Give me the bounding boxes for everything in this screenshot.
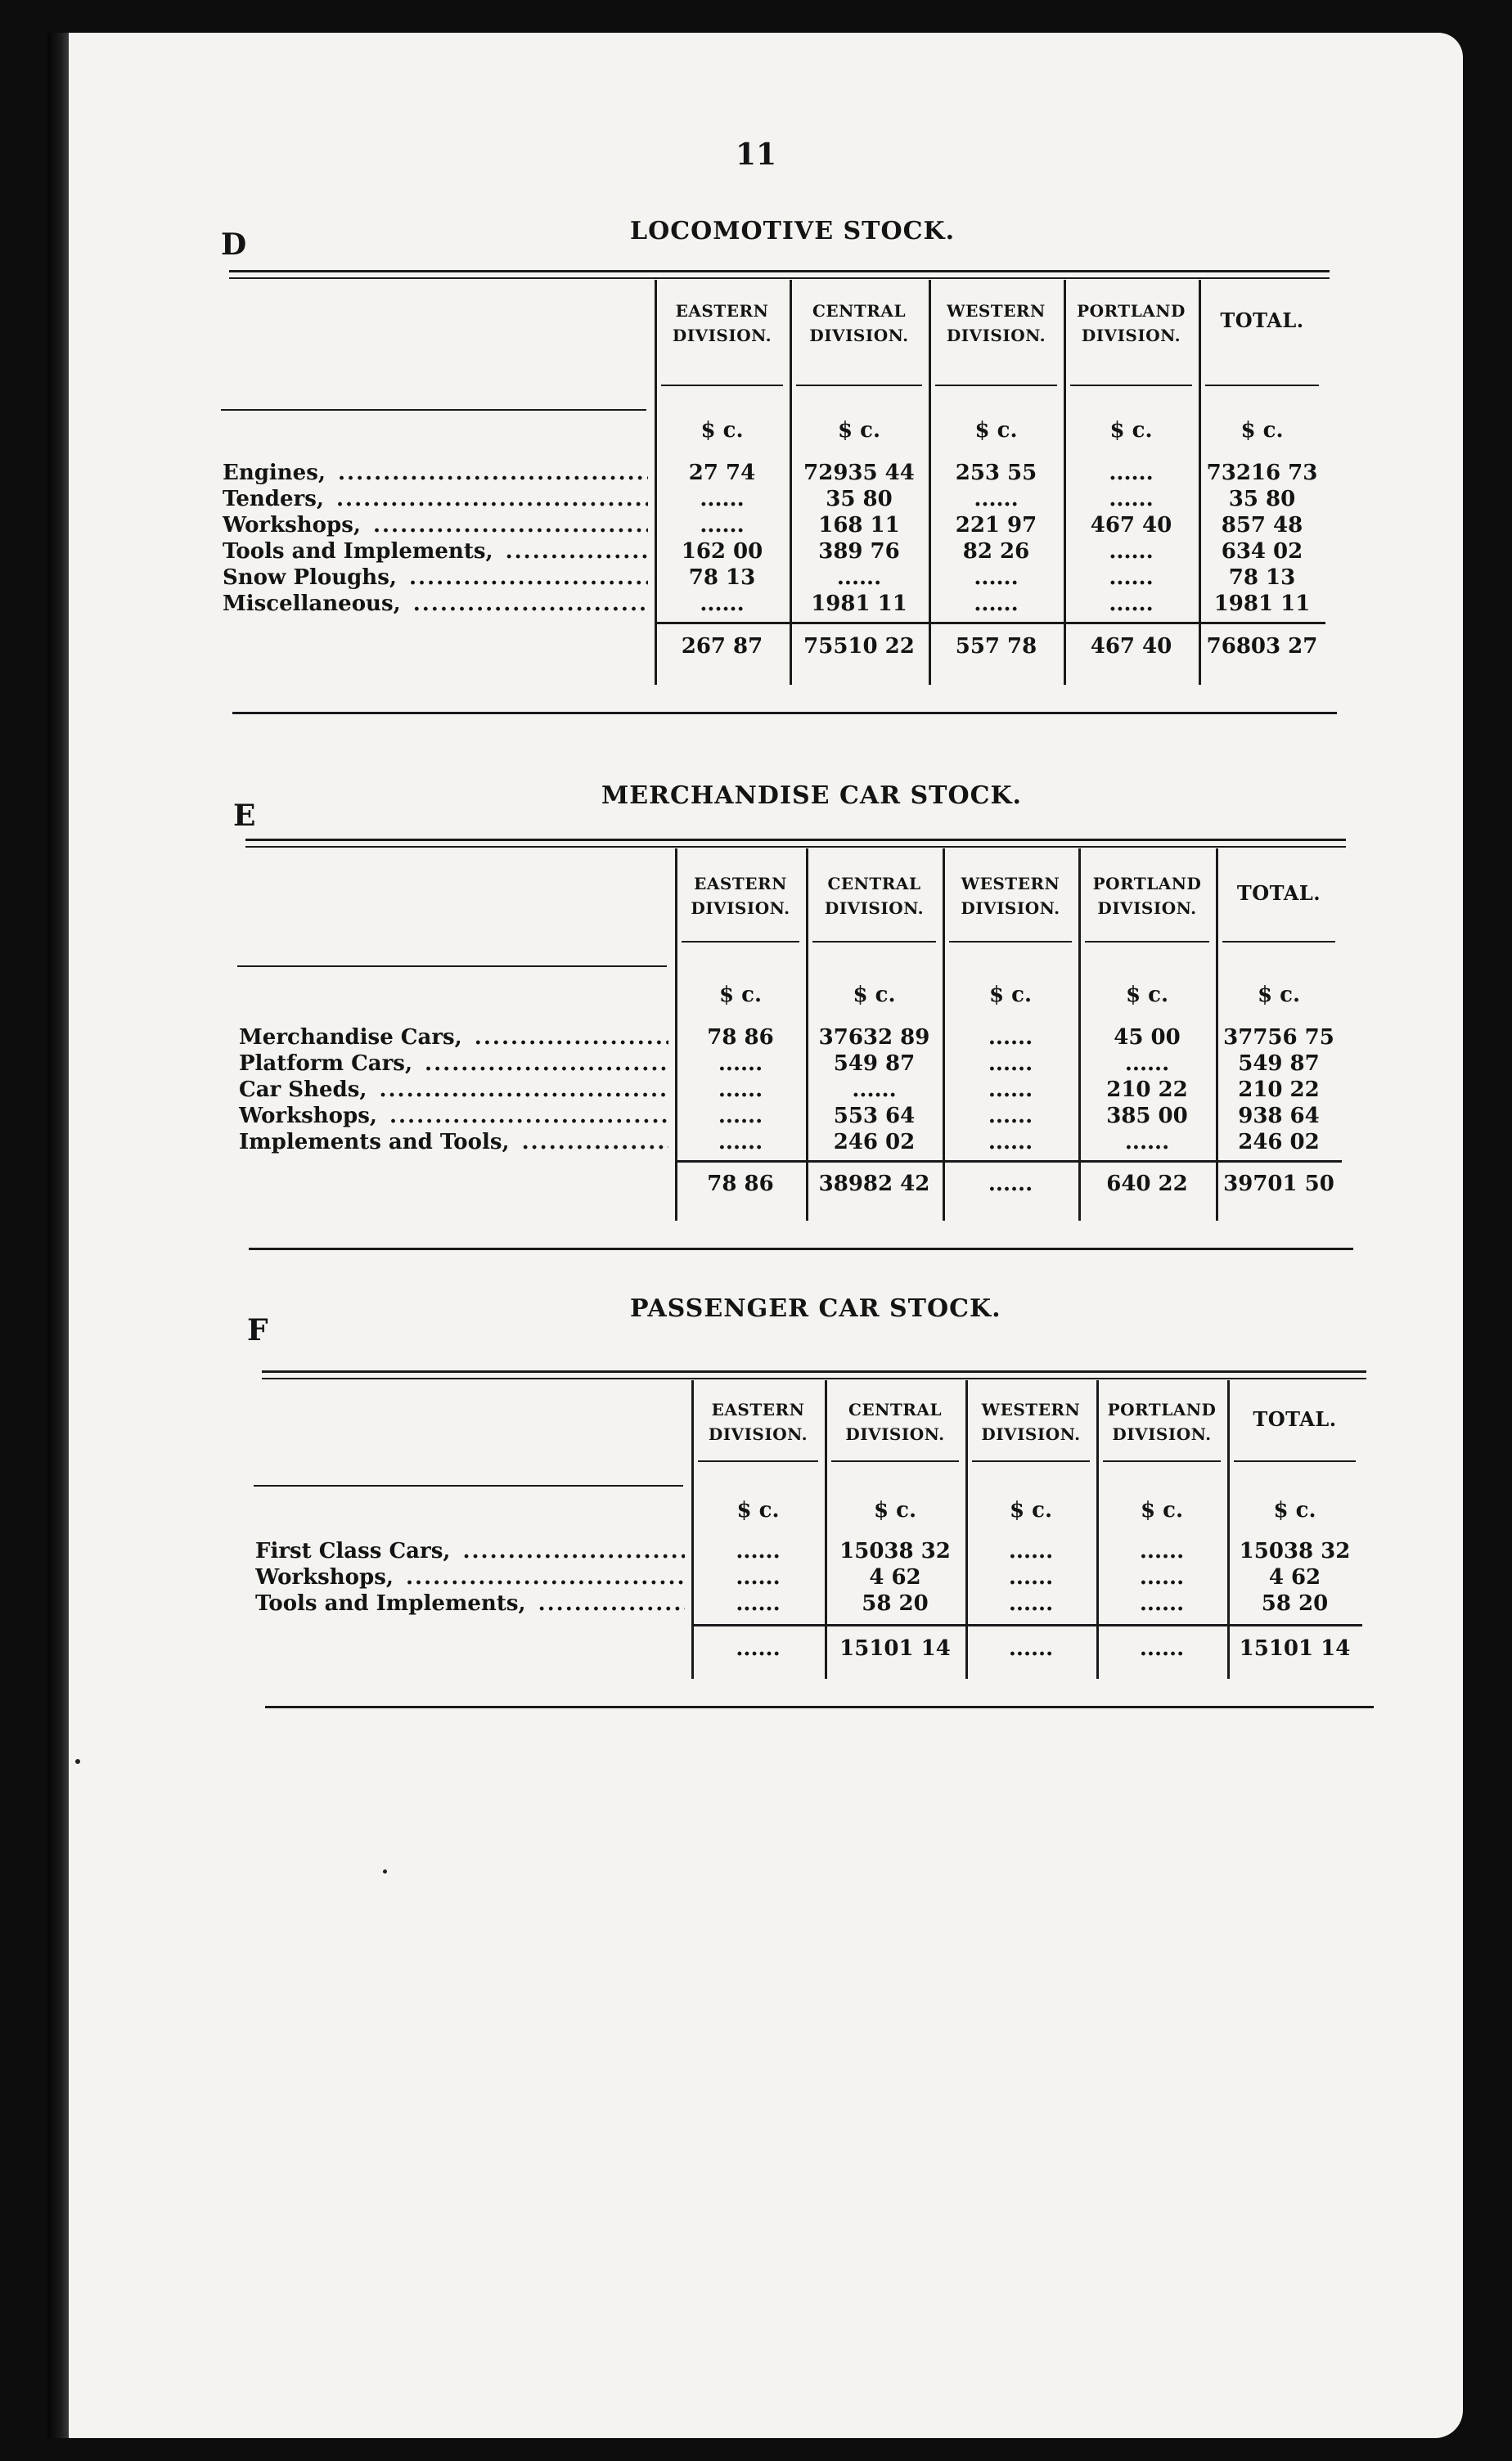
total-cell: ......: [1008, 1636, 1054, 1661]
table-top-rule-2: [245, 846, 1346, 848]
column-header: WESTERN DIVISION.: [981, 1400, 1081, 1444]
table-cell: 73216 73: [1206, 461, 1318, 485]
value-column: [655, 417, 790, 617]
total-cell: 76803 27: [1206, 634, 1318, 659]
table-top-rule: [245, 839, 1346, 841]
section-letter: D: [221, 227, 247, 262]
section-letter: E: [233, 799, 256, 833]
section-letter: F: [247, 1313, 268, 1347]
table-cell: 35 80: [826, 487, 893, 511]
total-cell: 15101 14: [1239, 1636, 1351, 1661]
table-cell: 938 64: [1238, 1104, 1320, 1128]
table-cell: ......: [1139, 1591, 1185, 1616]
table-cell: 4 62: [869, 1565, 921, 1590]
table-cell: 78 86: [707, 1025, 774, 1050]
column-header-rule: [1205, 385, 1319, 386]
row-label: Platform Cars, .....: [239, 1051, 668, 1077]
table-cell: 37756 75: [1223, 1025, 1334, 1050]
table-cell: 35 80: [1228, 487, 1296, 511]
table-cell: ......: [1109, 487, 1154, 511]
table-cell: ......: [1008, 1539, 1054, 1563]
column-header-rule: [682, 941, 799, 943]
page-number: 11: [735, 137, 777, 172]
value-column: [943, 982, 1078, 1155]
table-cell: 78 13: [1228, 565, 1296, 590]
table-top-rule-2: [229, 277, 1330, 279]
row-label: Tools and Implements, .....: [255, 1590, 685, 1617]
column-header: CENTRAL DIVISION.: [809, 301, 909, 345]
table-cell: ......: [1109, 539, 1154, 564]
value-column: [929, 417, 1064, 617]
unit-label: $ c.: [1273, 1498, 1316, 1523]
unit-label: $ c.: [1009, 1498, 1053, 1523]
value-column: [691, 1497, 825, 1617]
book-gutter: [47, 33, 69, 2438]
table-cell: 27 74: [688, 461, 756, 485]
table-cell: ......: [1124, 1051, 1170, 1076]
column-header-rule: [1103, 1460, 1221, 1462]
unit-label: $ c.: [988, 983, 1033, 1007]
unit-label: $ c.: [837, 418, 881, 443]
column-header-rule: [1234, 1460, 1356, 1462]
row-label: Workshops, .....: [255, 1564, 685, 1590]
table-top-rule: [262, 1370, 1366, 1373]
column-header: EASTERN DIVISION.: [672, 301, 772, 345]
column-header-rule: [698, 1460, 818, 1462]
value-column: [1216, 982, 1342, 1155]
table-cell: 253 55: [955, 461, 1037, 485]
column-header: PORTLAND DIVISION.: [1107, 1400, 1217, 1444]
table-cell: ......: [988, 1104, 1033, 1128]
total-cell: 15101 14: [839, 1636, 951, 1661]
table-cell: ......: [718, 1104, 763, 1128]
column-header: PORTLAND DIVISION.: [1077, 301, 1186, 345]
total-cell: 78 86: [707, 1172, 774, 1196]
total-cell: 75510 22: [803, 634, 915, 659]
table-bottom-rule: [249, 1248, 1353, 1250]
column-header-rule: [949, 941, 1072, 943]
row-label: Tenders, .....: [223, 486, 648, 512]
column-header: EASTERN DIVISION.: [708, 1400, 808, 1444]
table-cell: 857 48: [1221, 513, 1303, 538]
column-header-rule: [812, 941, 936, 943]
column-header-rule: [935, 385, 1057, 386]
table-cell: 210 22: [1106, 1078, 1188, 1102]
row-label: First Class Cars, .....: [255, 1538, 685, 1564]
table-cell: 1981 11: [811, 592, 907, 616]
column-header: PORTLAND DIVISION.: [1092, 874, 1202, 918]
value-column: [1078, 982, 1216, 1155]
table-cell: ......: [718, 1078, 763, 1102]
row-label: Merchandise Cars, .....: [239, 1024, 668, 1051]
row-label: Workshops, .....: [223, 512, 648, 538]
value-column: [806, 982, 943, 1155]
column-header-rule: [1070, 385, 1192, 386]
label-column-rule: [254, 1485, 683, 1487]
subtotal-rule: [691, 1624, 1362, 1626]
table-top-rule: [229, 270, 1330, 272]
table-cell: ......: [1109, 565, 1154, 590]
label-column-rule: [221, 409, 646, 411]
column-header: CENTRAL DIVISION.: [824, 874, 925, 918]
column-header-rule: [796, 385, 922, 386]
row-labels: [255, 1538, 685, 1617]
table-cell: 634 02: [1221, 539, 1303, 564]
total-cell: 38982 42: [818, 1172, 930, 1196]
total-cell: 467 40: [1090, 634, 1172, 659]
section-title: PASSENGER CAR STOCK.: [630, 1294, 1001, 1323]
table-cell: 78 13: [688, 565, 756, 590]
value-column: [1096, 1497, 1227, 1617]
table-cell: ......: [718, 1051, 763, 1076]
unit-label: $ c.: [1240, 418, 1284, 443]
value-column: [825, 1497, 965, 1617]
table-cell: ......: [718, 1130, 763, 1154]
unit-label: $ c.: [700, 418, 744, 443]
unit-label: $ c.: [1257, 983, 1301, 1007]
speck: [75, 1759, 80, 1764]
unit-label: $ c.: [736, 1498, 780, 1523]
label-column-rule: [237, 965, 667, 967]
row-label: Car Sheds, .....: [239, 1077, 668, 1103]
subtotal-rule: [675, 1160, 1342, 1163]
table-cell: ......: [1124, 1130, 1170, 1154]
column-header: CENTRAL DIVISION.: [845, 1400, 945, 1444]
value-column: [790, 417, 929, 617]
row-labels: [239, 1024, 668, 1155]
table-cell: 4 62: [1268, 1565, 1321, 1590]
row-label: Workshops, .....: [239, 1103, 668, 1129]
table-cell: ......: [988, 1025, 1033, 1050]
total-cell: 39701 50: [1223, 1172, 1334, 1196]
column-header-rule: [1085, 941, 1209, 943]
unit-label: $ c.: [1109, 418, 1153, 443]
table-cell: 1981 11: [1213, 592, 1311, 616]
table-cell: 162 00: [681, 539, 763, 564]
table-cell: 15038 32: [1239, 1539, 1351, 1563]
table-bottom-rule: [265, 1706, 1374, 1708]
table-cell: 37632 89: [818, 1025, 930, 1050]
total-cell: ......: [736, 1636, 781, 1661]
table-cell: 82 26: [962, 539, 1030, 564]
unit-label: $ c.: [718, 983, 763, 1007]
total-cell: ......: [988, 1172, 1033, 1196]
column-header-rule: [1222, 941, 1335, 943]
table-cell: ......: [974, 592, 1019, 616]
table-cell: 467 40: [1090, 513, 1172, 538]
unit-label: $ c.: [1125, 983, 1169, 1007]
unit-label: $ c.: [1140, 1498, 1184, 1523]
total-cell: 640 22: [1106, 1172, 1188, 1196]
table-cell: 72935 44: [803, 461, 915, 485]
table-cell: 389 76: [818, 539, 900, 564]
table-cell: 553 64: [833, 1104, 916, 1128]
unit-label: $ c.: [873, 1498, 917, 1523]
table-cell: ......: [1139, 1565, 1185, 1590]
column-header-rule: [831, 1460, 959, 1462]
table-cell: ......: [736, 1565, 781, 1590]
section-title: LOCOMOTIVE STOCK.: [630, 217, 956, 245]
column-header-rule: [972, 1460, 1090, 1462]
table-cell: 58 20: [1261, 1591, 1329, 1616]
table-cell: ......: [988, 1130, 1033, 1154]
value-column: [675, 982, 806, 1155]
table-cell: 246 02: [833, 1130, 916, 1154]
row-label: Snow Ploughs, .....: [223, 565, 648, 591]
unit-label: $ c.: [974, 418, 1018, 443]
table-cell: ......: [736, 1539, 781, 1563]
table-cell: ......: [836, 565, 882, 590]
column-header-rule: [661, 385, 783, 386]
table-cell: 549 87: [1238, 1051, 1320, 1076]
table-cell: ......: [1109, 592, 1154, 616]
table-top-rule-2: [262, 1378, 1366, 1379]
row-label: Tools and Implements, .....: [223, 538, 648, 565]
table-cell: ......: [736, 1591, 781, 1616]
total-cell: 557 78: [955, 634, 1037, 659]
table-cell: ......: [1008, 1591, 1054, 1616]
speck: [383, 1869, 387, 1874]
column-header: EASTERN DIVISION.: [691, 874, 790, 918]
column-header: WESTERN DIVISION.: [946, 301, 1046, 345]
table-cell: 210 22: [1238, 1078, 1320, 1102]
subtotal-rule: [655, 622, 1325, 624]
row-label: Engines, .....: [223, 460, 648, 486]
table-cell: ......: [974, 565, 1019, 590]
unit-label: $ c.: [853, 983, 896, 1007]
row-labels: [223, 460, 648, 617]
table-cell: ......: [700, 487, 745, 511]
table-cell: 385 00: [1106, 1104, 1188, 1128]
value-column: [965, 1497, 1096, 1617]
section-title: MERCHANDISE CAR STOCK.: [601, 781, 1022, 810]
table-cell: ......: [1139, 1539, 1185, 1563]
table-cell: 58 20: [862, 1591, 929, 1616]
column-header: TOTAL.: [1236, 881, 1321, 905]
table-cell: 45 00: [1114, 1025, 1181, 1050]
table-cell: 221 97: [955, 513, 1037, 538]
table-cell: ......: [974, 487, 1019, 511]
value-column: [1227, 1497, 1362, 1617]
table-cell: ......: [700, 513, 745, 538]
total-cell: ......: [1139, 1636, 1185, 1661]
table-bottom-rule: [232, 712, 1337, 714]
column-header: TOTAL.: [1220, 308, 1304, 332]
total-cell: 267 87: [681, 634, 763, 659]
table-cell: 246 02: [1238, 1130, 1320, 1154]
table-cell: 15038 32: [839, 1539, 951, 1563]
table-cell: 168 11: [818, 513, 900, 538]
column-header: TOTAL.: [1253, 1407, 1337, 1431]
column-header: WESTERN DIVISION.: [961, 874, 1060, 918]
table-cell: ......: [988, 1078, 1033, 1102]
table-cell: ......: [988, 1051, 1033, 1076]
document-page: [47, 33, 1463, 2438]
value-column: [1064, 417, 1199, 617]
table-cell: 549 87: [833, 1051, 916, 1076]
table-cell: ......: [700, 592, 745, 616]
row-label: Implements and Tools, .....: [239, 1129, 668, 1155]
table-cell: ......: [1008, 1565, 1054, 1590]
table-cell: ......: [1109, 461, 1154, 485]
value-column: [1199, 417, 1325, 617]
row-label: Miscellaneous, .....: [223, 591, 648, 617]
table-cell: ......: [852, 1078, 897, 1102]
